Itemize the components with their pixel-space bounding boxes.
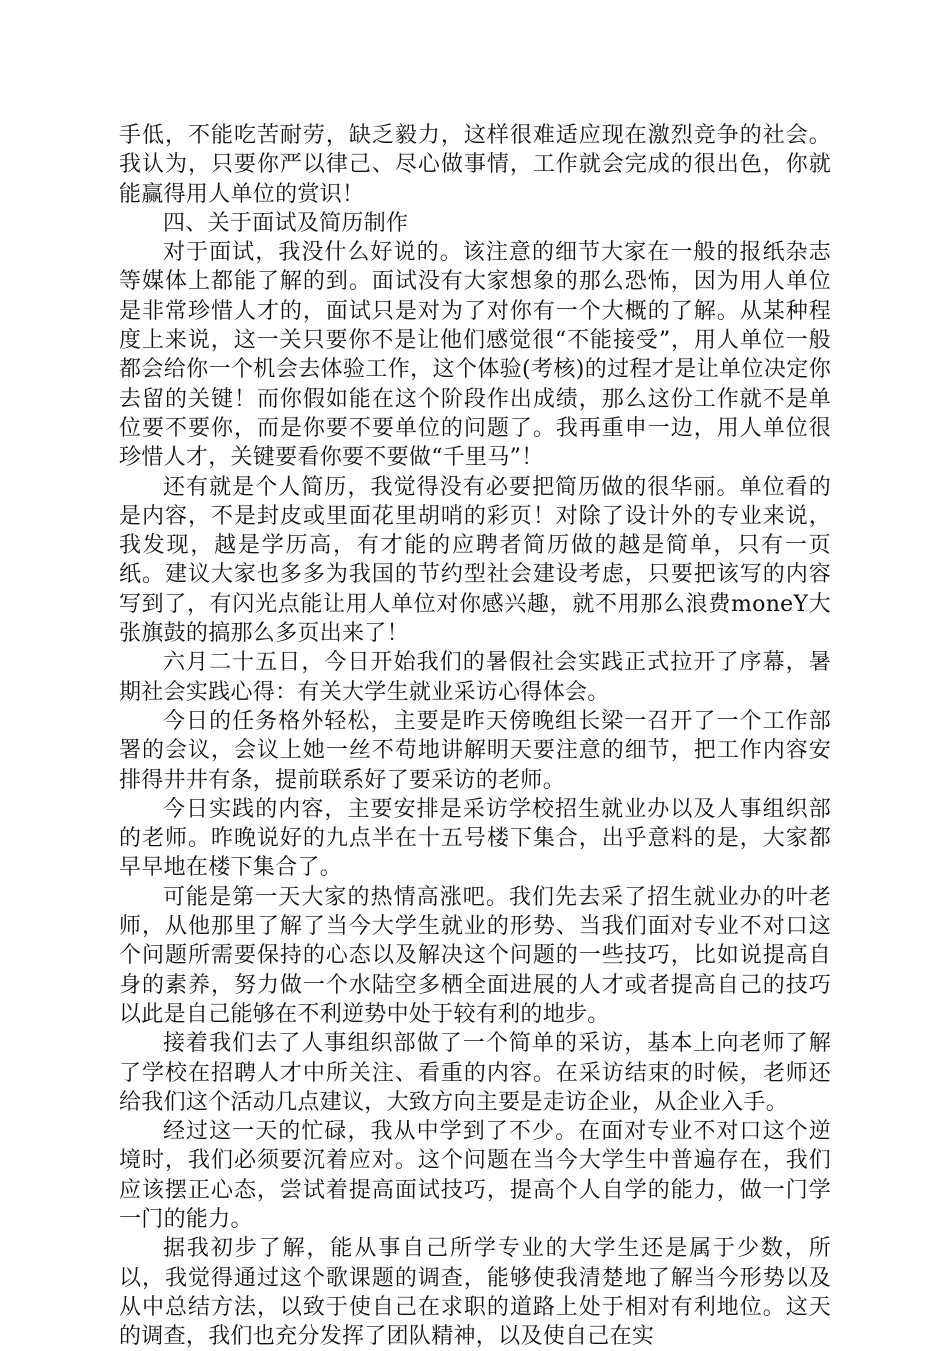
paragraph-june-25: 六月二十五日，今日开始我们的暑假社会实践正式拉开了序幕，暑期社会实践心得：有关大学生就业采访心得体会。 xyxy=(119,650,831,705)
paragraph-practice-content: 今日实践的内容，主要安排是采访学校招生就业办以及人事组织部的老师。昨晚说好的九点半在十五号楼下集合，出乎意料的是，大家都早早地在楼下集合了。 xyxy=(119,796,831,881)
paragraph-resume: 还有就是个人简历，我觉得没有必要把简历做的很华丽。单位看的是内容，不是封皮或里面花里胡哨的彩页！对除了设计外的专业来说，我发现，越是学历高，有才能的应聘者简历做的越是简单，只有一页纸。建议大家也多多为我国的节约型社会建设考虑，只要把该写的内容写到了，有闪光点能让用人单位对你感兴趣，就不用那么浪费moneY大张旗鼓的搞那么多页出来了！ xyxy=(119,474,831,647)
paragraph-interview: 对于面试，我没什么好说的。该注意的细节大家在一般的报纸杂志等媒体上都能了解的到。面试没有大家想象的那么恐怖，因为用人单位是非常珍惜人才的，面试只是对为了对你有一个大概的了解。从某种程度上来说，这一关只要你不是让他们感觉很“不能接受”，用人单位一般都会给你一个机会去体验工作，这个体验(考核)的过程才是让单位决定你去留的关键！而你假如能在这个阶段作出成绩，那么这份工作就不是单位要不要你，而是你要不要单位的问题了。我再重申一边，用人单位很珍惜人才，关键要看你要不要做“千里马”！ xyxy=(119,240,831,471)
paragraph-task: 今日的任务格外轻松，主要是昨天傍晚组长梁一召开了一个工作部署的会议，会议上她一丝不苟地讲解明天要注意的细节，把工作内容安排得井井有条，提前联系好了要采访的老师。 xyxy=(119,708,831,793)
paragraph-conclusion: 据我初步了解，能从事自己所学专业的大学生还是属于少数，所以，我觉得通过这个歌课题的调查，能够使我清楚地了解当今形势以及从中总结方法，以致于使自己在求职的道路上处于相对有利地位。这天的调查，我们也充分发挥了团队精神，以及使自己在实 xyxy=(119,1236,831,1350)
section-heading: 四、关于面试及简历制作 xyxy=(163,210,409,236)
paragraph-continuation: 手低，不能吃苦耐劳，缺乏毅力，这样很难适应现在激烈竞争的社会。我认为，只要你严以律己、尽心做事情，工作就会完成的很出色，你就能赢得用人单位的赏识！ xyxy=(119,123,831,207)
paragraph-first-day: 可能是第一天大家的热情高涨吧。我们先去采了招生就业办的叶老师，从他那里了解了当今大学生就业的形势、当我们面对专业不对口这个问题所需要保持的心态以及解决这个问题的一些技巧，比如说提高自身的素养，努力做一个水陆空多栖全面进展的人才或者提高自己的技巧以此是自己能够在不利逆势中处于较有利的地步。 xyxy=(119,884,831,1027)
paragraph-hr-interview: 接着我们去了人事组织部做了一个简单的采访，基本上向老师了解了学校在招聘人才中所关注、看重的内容。在采访结束的时候，老师还给我们这个活动几点建议，大致方向主要是走访企业，从企业入手。 xyxy=(119,1031,831,1115)
document-page xyxy=(119,121,831,1351)
paragraph-reflection: 经过这一天的忙碌，我从中学到了不少。在面对专业不对口这个逆境时，我们必须要沉着应对。这个问题在当今大学生中普遍存在，我们应该摆正心态，尝试着提高面试技巧，提高个人自学的能力，做一门学一门的能力。 xyxy=(119,1119,831,1232)
